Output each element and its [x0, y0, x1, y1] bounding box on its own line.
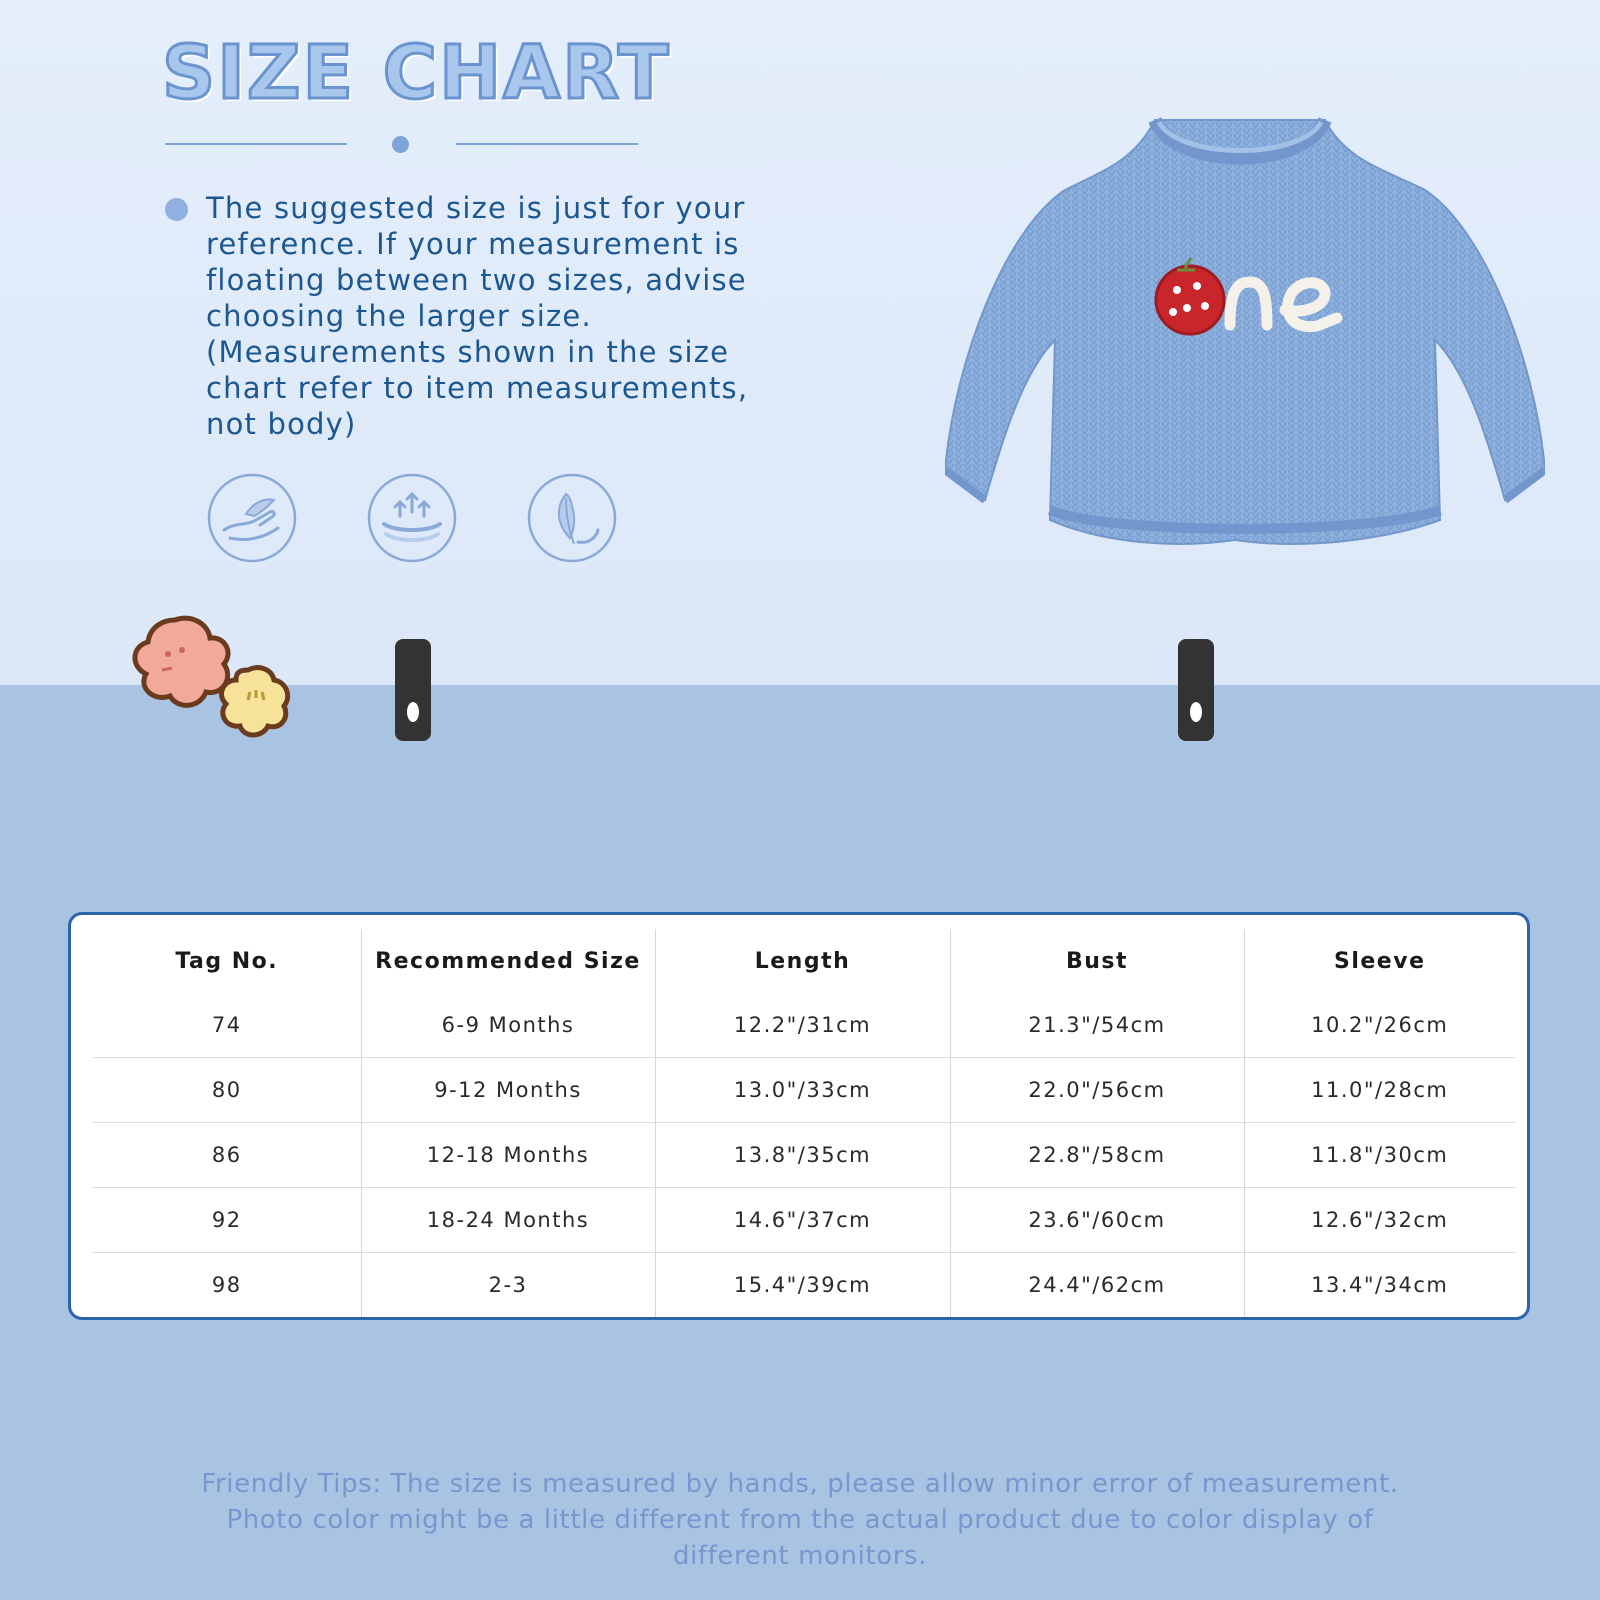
cell-tag-no: 92 [93, 1188, 361, 1253]
cell-recommended-size: 2-3 [361, 1253, 655, 1318]
table-row [93, 1253, 1515, 1318]
table-row [93, 1188, 1515, 1253]
cell-length: 12.2"/31cm [655, 993, 950, 1058]
title-divider-left [165, 143, 347, 145]
cell-bust: 22.0"/56cm [950, 1058, 1244, 1123]
soft-hand-icon [206, 472, 298, 564]
feather-icon [526, 472, 618, 564]
cell-bust: 23.6"/60cm [950, 1188, 1244, 1253]
cell-length: 15.4"/39cm [655, 1253, 950, 1318]
cell-sleeve: 11.8"/30cm [1244, 1123, 1515, 1188]
title-divider-right [456, 143, 638, 145]
size-note: The suggested size is just for your reference. If your measurement is floating between two sizes, advise choosing the larger size. (Measurements shown in the size chart refer to item measurements, not body) [206, 191, 749, 441]
size-table-card [68, 912, 1530, 1320]
table-row [93, 1058, 1515, 1123]
cell-length: 13.8"/35cm [655, 1123, 950, 1188]
header-recommended-size: Recommended Size [361, 929, 655, 993]
cell-sleeve: 13.4"/34cm [1244, 1253, 1515, 1318]
cell-sleeve: 11.0"/28cm [1244, 1058, 1515, 1123]
cell-bust: 21.3"/54cm [950, 993, 1244, 1058]
cell-length: 14.6"/37cm [655, 1188, 950, 1253]
friendly-tips: Friendly Tips: The size is measured by hands, please allow minor error of measurement. Photo color might be a little different from the actual product due to color display of different monitors. [201, 1469, 1399, 1571]
cell-tag-no: 98 [93, 1253, 361, 1318]
table-row [93, 993, 1515, 1058]
size-table [93, 929, 1515, 1317]
table-header-row [93, 929, 1515, 993]
cell-recommended-size: 6-9 Months [361, 993, 655, 1058]
header-tag-no: Tag No. [175, 948, 279, 974]
cell-sleeve: 12.6"/32cm [1244, 1188, 1515, 1253]
cell-sleeve: 10.2"/26cm [1244, 993, 1515, 1058]
header-sleeve: Sleeve [1244, 929, 1515, 993]
table-row [93, 1123, 1515, 1188]
cell-bust: 22.8"/58cm [950, 1123, 1244, 1188]
cell-tag-no: 86 [93, 1123, 361, 1188]
header-bust: Bust [950, 929, 1244, 993]
title-divider-dot [392, 136, 409, 153]
clip-left [394, 638, 432, 742]
note-bullet [165, 198, 188, 221]
clip-right [1177, 638, 1215, 742]
flower-decoration [120, 612, 310, 762]
breathable-icon [366, 472, 458, 564]
cell-recommended-size: 18-24 Months [361, 1188, 655, 1253]
cell-recommended-size: 9-12 Months [361, 1058, 655, 1123]
cell-tag-no: 74 [211, 1013, 242, 1037]
cell-bust: 24.4"/62cm [950, 1253, 1244, 1318]
sweater-photo [945, 110, 1545, 560]
cell-tag-no: 80 [93, 1058, 361, 1123]
cell-recommended-size: 12-18 Months [361, 1123, 655, 1188]
header-length: Length [655, 929, 950, 993]
cell-length: 13.0"/33cm [655, 1058, 950, 1123]
page-title: SIZE CHART [162, 30, 671, 116]
